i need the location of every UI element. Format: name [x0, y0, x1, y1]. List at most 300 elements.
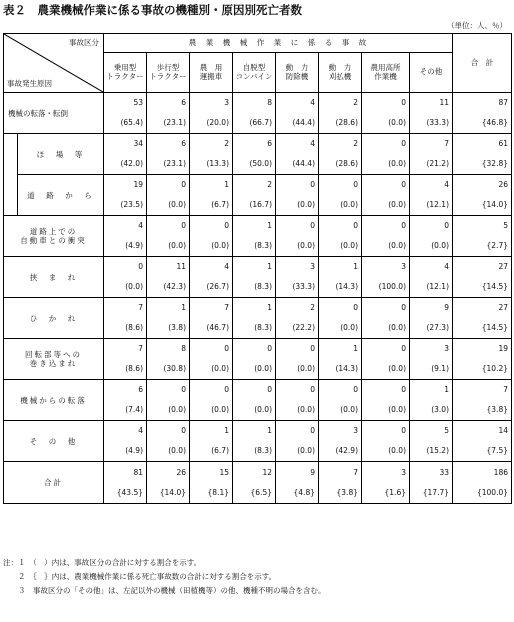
count-value: 0: [267, 385, 272, 394]
data-cell: [190, 339, 233, 380]
count-value: 12: [262, 467, 272, 477]
unit-label: （単位：人、％）: [447, 21, 507, 30]
count-value: 2: [353, 98, 358, 107]
table-row: [4, 257, 512, 298]
row-label: 回転部等への 巻き込まれ: [4, 339, 104, 380]
percent-value: {6.5}: [250, 487, 272, 497]
percent-value: (30.8): [163, 364, 186, 373]
column-header: 動 力 防除機: [276, 53, 319, 93]
count-value: 1: [353, 344, 358, 353]
count-value: 0: [353, 221, 358, 230]
percent-value: (0.0): [125, 282, 143, 291]
data-cell: [410, 257, 453, 298]
percent-value: {14.5}: [481, 282, 508, 291]
data-cell: [453, 462, 512, 504]
column-header: 農 用 運搬車: [190, 53, 233, 93]
percent-value: (66.7): [249, 118, 272, 127]
percent-value: (0.0): [254, 405, 272, 414]
data-cell: [453, 257, 512, 298]
percent-value: (12.1): [426, 282, 449, 291]
percent-value: (20.0): [206, 118, 229, 127]
percent-value: (6.7): [211, 200, 229, 209]
data-cell: [453, 175, 512, 216]
percent-value: {3.8}: [336, 487, 358, 497]
count-value: 5: [444, 426, 449, 435]
percent-value: (0.0): [211, 241, 229, 250]
percent-value: {4.8}: [293, 487, 315, 497]
count-value: 26: [176, 467, 186, 477]
percent-value: (0.0): [388, 159, 406, 168]
row-label: 機械の転落・転倒: [4, 93, 104, 134]
data-cell: [104, 216, 147, 257]
percent-value: (0.0): [431, 241, 449, 250]
data-cell: [147, 380, 190, 421]
data-cell: [410, 462, 453, 504]
percent-value: (0.0): [340, 323, 358, 332]
percent-value: (14.3): [335, 282, 358, 291]
count-value: 0: [353, 303, 358, 312]
percent-value: {32.8}: [481, 159, 508, 168]
count-value: 0: [401, 426, 406, 435]
percent-value: (0.0): [340, 200, 358, 209]
data-cell: [233, 421, 276, 462]
percent-value: (3.8): [168, 323, 186, 332]
data-cell: [362, 339, 410, 380]
group-header: 農 業 機 械 作 業 に 係 る 事 故: [104, 34, 453, 53]
count-value: 14: [498, 426, 508, 435]
data-cell: [410, 175, 453, 216]
percent-value: (100.0): [378, 282, 406, 291]
table-row: [4, 175, 512, 216]
percent-value: (33.3): [292, 282, 315, 291]
count-value: 2: [310, 303, 315, 312]
count-value: 3: [310, 262, 315, 271]
data-cell: [362, 134, 410, 175]
data-cell: [276, 257, 319, 298]
count-value: 9: [310, 467, 315, 477]
count-value: 9: [444, 303, 449, 312]
data-cell: [147, 462, 190, 504]
count-value: 0: [224, 385, 229, 394]
percent-value: (8.3): [254, 323, 272, 332]
count-value: 2: [267, 180, 272, 189]
percent-value: (14.3): [335, 364, 358, 373]
count-value: 19: [133, 180, 143, 189]
count-value: 1: [267, 426, 272, 435]
count-value: 0: [401, 180, 406, 189]
percent-value: {7.5}: [486, 446, 508, 455]
data-cell: [276, 298, 319, 339]
table-row: [4, 216, 512, 257]
data-cell: [410, 380, 453, 421]
column-header: 農用高所 作業機: [362, 53, 410, 93]
percent-value: {46.8}: [481, 118, 508, 127]
data-cell: [190, 134, 233, 175]
data-cell: [410, 339, 453, 380]
percent-value: (4.9): [125, 241, 143, 250]
count-value: 0: [181, 385, 186, 394]
percent-value: (0.0): [388, 446, 406, 455]
count-value: 1: [267, 262, 272, 271]
count-value: 4: [310, 139, 315, 148]
table-row: [4, 380, 512, 421]
count-value: 0: [181, 426, 186, 435]
count-value: 0: [401, 385, 406, 394]
note-3: ３ 事故区分の「その他」は、左記以外の機械（田植機等）の他、機種不明の場合を含む。: [3, 586, 326, 595]
count-value: 0: [444, 221, 449, 230]
data-cell: [319, 134, 362, 175]
data-cell: [362, 421, 410, 462]
percent-value: (0.0): [388, 118, 406, 127]
percent-value: (23.1): [163, 159, 186, 168]
percent-value: (65.4): [120, 118, 143, 127]
data-cell: [104, 339, 147, 380]
data-cell: [453, 216, 512, 257]
count-value: 19: [498, 344, 508, 353]
percent-value: (0.0): [340, 405, 358, 414]
data-cell: [362, 380, 410, 421]
table-row: [4, 93, 512, 134]
data-cell: [362, 175, 410, 216]
percent-value: {8.1}: [207, 487, 229, 497]
data-cell: [319, 298, 362, 339]
percent-value: (23.5): [120, 200, 143, 209]
count-value: 1: [353, 262, 358, 271]
note-1: 注：１ （ ）内は、事故区分の合計に対する割合を示す。: [3, 558, 202, 567]
count-value: 6: [181, 139, 186, 148]
data-cell: [276, 216, 319, 257]
count-value: 11: [439, 98, 449, 107]
count-value: 0: [224, 221, 229, 230]
row-label: 道路上での 自動車との衝突: [4, 216, 104, 257]
data-cell: [233, 175, 276, 216]
percent-value: (0.0): [388, 405, 406, 414]
count-value: 11: [176, 262, 186, 271]
percent-value: (42.0): [120, 159, 143, 168]
count-value: 15: [219, 467, 229, 477]
data-cell: [104, 175, 147, 216]
percent-value: {14.0}: [481, 200, 508, 209]
count-value: 0: [310, 426, 315, 435]
data-cell: [147, 175, 190, 216]
count-value: 4: [444, 180, 449, 189]
count-value: 1: [444, 385, 449, 394]
column-header: その他: [410, 53, 453, 93]
percent-value: (28.6): [335, 118, 358, 127]
percent-value: (15.2): [426, 446, 449, 455]
data-cell: [276, 380, 319, 421]
data-cell: [233, 93, 276, 134]
percent-value: (0.0): [297, 241, 315, 250]
table-row: [4, 134, 512, 175]
count-value: 1: [181, 303, 186, 312]
data-cell: [453, 298, 512, 339]
percent-value: (0.0): [297, 364, 315, 373]
data-cell: [190, 298, 233, 339]
data-cell: [362, 462, 410, 504]
count-value: 26: [498, 180, 508, 189]
percent-value: (33.3): [426, 118, 449, 127]
data-cell: [190, 216, 233, 257]
data-cell: [190, 380, 233, 421]
data-cell: [453, 421, 512, 462]
notes: [3, 556, 326, 598]
data-cell: [276, 339, 319, 380]
data-cell: [104, 462, 147, 504]
count-value: 0: [224, 344, 229, 353]
row-label: ひ か れ: [4, 298, 104, 339]
column-header: 歩行型 トラクター: [147, 53, 190, 93]
count-value: 4: [444, 262, 449, 271]
data-cell: [233, 298, 276, 339]
percent-value: (13.3): [206, 159, 229, 168]
data-cell: [147, 339, 190, 380]
count-value: 53: [133, 98, 143, 107]
count-value: 1: [224, 180, 229, 189]
count-value: 0: [401, 139, 406, 148]
data-cell: [362, 257, 410, 298]
percent-value: (0.0): [168, 446, 186, 455]
count-value: 1: [267, 221, 272, 230]
note-2: ２ ｛ ｝内は、農業機械作業に係る死亡事故数の合計に対する割合を示す。: [3, 572, 277, 581]
data-cell: [233, 134, 276, 175]
data-cell: [190, 93, 233, 134]
data-cell: [147, 216, 190, 257]
table-row: [4, 298, 512, 339]
count-value: 87: [498, 98, 508, 107]
percent-value: (0.0): [340, 241, 358, 250]
count-value: 0: [310, 221, 315, 230]
percent-value: (8.3): [254, 282, 272, 291]
count-value: 0: [181, 221, 186, 230]
percent-value: (3.0): [431, 405, 449, 414]
percent-value: {3.8}: [486, 405, 508, 414]
percent-value: (50.0): [249, 159, 272, 168]
data-cell: [362, 93, 410, 134]
data-cell: [410, 298, 453, 339]
total-header: 合 計: [453, 34, 512, 93]
count-value: 0: [181, 180, 186, 189]
percent-value: (44.4): [292, 159, 315, 168]
accident-table: [3, 33, 512, 504]
percent-value: (28.6): [335, 159, 358, 168]
data-cell: [319, 93, 362, 134]
data-cell: [147, 257, 190, 298]
count-value: 0: [353, 180, 358, 189]
count-value: 0: [353, 385, 358, 394]
percent-value: (0.0): [388, 241, 406, 250]
count-value: 3: [401, 262, 406, 271]
data-cell: [233, 216, 276, 257]
percent-value: (6.7): [211, 446, 229, 455]
data-cell: [147, 134, 190, 175]
count-value: 186: [493, 467, 508, 477]
count-value: 5: [503, 221, 508, 230]
data-cell: [453, 93, 512, 134]
percent-value: (0.0): [168, 405, 186, 414]
count-value: 0: [310, 344, 315, 353]
data-cell: [362, 298, 410, 339]
data-cell: [104, 93, 147, 134]
percent-value: (12.1): [426, 200, 449, 209]
percent-value: {100.0}: [476, 487, 508, 497]
data-cell: [233, 462, 276, 504]
percent-value: (0.0): [297, 200, 315, 209]
table-row: [4, 421, 512, 462]
data-cell: [319, 462, 362, 504]
count-value: 4: [224, 262, 229, 271]
percent-value: (8.3): [254, 446, 272, 455]
corner-top-label: 事故区分: [69, 38, 99, 47]
data-cell: [276, 134, 319, 175]
percent-value: (0.0): [168, 241, 186, 250]
data-cell: [319, 216, 362, 257]
corner-header: [4, 34, 104, 93]
row-label: 機械からの転落: [4, 380, 104, 421]
percent-value: (0.0): [388, 200, 406, 209]
count-value: 27: [498, 303, 508, 312]
count-value: 27: [498, 262, 508, 271]
table-row: [4, 462, 512, 504]
data-cell: [453, 134, 512, 175]
data-cell: [147, 421, 190, 462]
data-cell: [147, 93, 190, 134]
count-value: 1: [224, 426, 229, 435]
percent-value: {10.2}: [481, 364, 508, 373]
percent-value: (8.6): [125, 323, 143, 332]
data-cell: [190, 257, 233, 298]
count-value: 6: [138, 385, 143, 394]
percent-value: (23.1): [163, 118, 186, 127]
data-cell: [104, 421, 147, 462]
count-value: 4: [138, 221, 143, 230]
data-cell: [319, 257, 362, 298]
data-cell: [410, 93, 453, 134]
percent-value: (8.6): [125, 364, 143, 373]
percent-value: (27.3): [426, 323, 449, 332]
row-label: 道 路 か ら: [18, 175, 104, 216]
row-label: そ の 他: [4, 421, 104, 462]
count-value: 7: [138, 303, 143, 312]
data-cell: [362, 216, 410, 257]
count-value: 7: [353, 467, 358, 477]
count-value: 0: [310, 180, 315, 189]
data-cell: [319, 175, 362, 216]
percent-value: (0.0): [168, 200, 186, 209]
count-value: 3: [224, 98, 229, 107]
count-value: 6: [181, 98, 186, 107]
percent-value: {14.5}: [481, 323, 508, 332]
percent-value: (44.4): [292, 118, 315, 127]
data-cell: [104, 134, 147, 175]
data-cell: [233, 257, 276, 298]
count-value: 0: [310, 385, 315, 394]
percent-value: (0.0): [388, 364, 406, 373]
data-cell: [453, 380, 512, 421]
percent-value: (16.7): [249, 200, 272, 209]
count-value: 61: [498, 139, 508, 148]
count-value: 3: [444, 344, 449, 353]
percent-value: {17.7}: [422, 487, 449, 497]
percent-value: (0.0): [297, 446, 315, 455]
count-value: 0: [401, 98, 406, 107]
table-row: [4, 339, 512, 380]
data-cell: [190, 175, 233, 216]
corner-bottom-label: 事故発生原因: [7, 79, 52, 88]
count-value: 3: [353, 426, 358, 435]
count-value: 6: [267, 139, 272, 148]
percent-value: (0.0): [254, 364, 272, 373]
percent-value: (46.7): [206, 323, 229, 332]
data-cell: [104, 298, 147, 339]
count-value: 7: [224, 303, 229, 312]
data-cell: [276, 421, 319, 462]
count-value: 7: [138, 344, 143, 353]
data-cell: [410, 134, 453, 175]
data-cell: [104, 380, 147, 421]
row-label: 挟 ま れ: [4, 257, 104, 298]
count-value: 7: [444, 139, 449, 148]
count-value: 2: [353, 139, 358, 148]
row-label: ほ 場 等: [18, 134, 104, 175]
count-value: 81: [133, 467, 143, 477]
percent-value: (0.0): [297, 405, 315, 414]
data-cell: [276, 462, 319, 504]
data-cell: [233, 380, 276, 421]
percent-value: (22.2): [292, 323, 315, 332]
data-cell: [190, 462, 233, 504]
data-cell: [410, 216, 453, 257]
data-cell: [190, 421, 233, 462]
data-cell: [319, 380, 362, 421]
percent-value: {1.6}: [384, 487, 406, 497]
count-value: 4: [138, 426, 143, 435]
percent-value: {14.0}: [159, 487, 186, 497]
count-value: 33: [439, 467, 449, 477]
count-value: 0: [401, 303, 406, 312]
data-cell: [147, 298, 190, 339]
percent-value: (7.4): [125, 405, 143, 414]
percent-value: (0.0): [211, 405, 229, 414]
count-value: 0: [267, 344, 272, 353]
data-cell: [319, 421, 362, 462]
count-value: 0: [401, 221, 406, 230]
percent-value: {43.5}: [116, 487, 143, 497]
data-cell: [453, 339, 512, 380]
indent-spacer: [4, 134, 18, 216]
count-value: 2: [224, 139, 229, 148]
data-cell: [104, 257, 147, 298]
percent-value: (26.7): [206, 282, 229, 291]
percent-value: (21.2): [426, 159, 449, 168]
count-value: 0: [138, 262, 143, 271]
percent-value: (42.9): [335, 446, 358, 455]
percent-value: (42.3): [163, 282, 186, 291]
percent-value: (4.9): [125, 446, 143, 455]
data-cell: [319, 339, 362, 380]
percent-value: {2.7}: [486, 241, 508, 250]
count-value: 3: [401, 467, 406, 477]
count-value: 8: [267, 98, 272, 107]
page-title: 表２ 農業機械作業に係る事故の機種別・原因別死亡者数: [3, 3, 302, 17]
column-header: 自脱型 コンバイン: [233, 53, 276, 93]
count-value: 8: [181, 344, 186, 353]
count-value: 1: [267, 303, 272, 312]
count-value: 7: [503, 385, 508, 394]
percent-value: (0.0): [211, 364, 229, 373]
percent-value: (9.1): [431, 364, 449, 373]
data-cell: [410, 421, 453, 462]
